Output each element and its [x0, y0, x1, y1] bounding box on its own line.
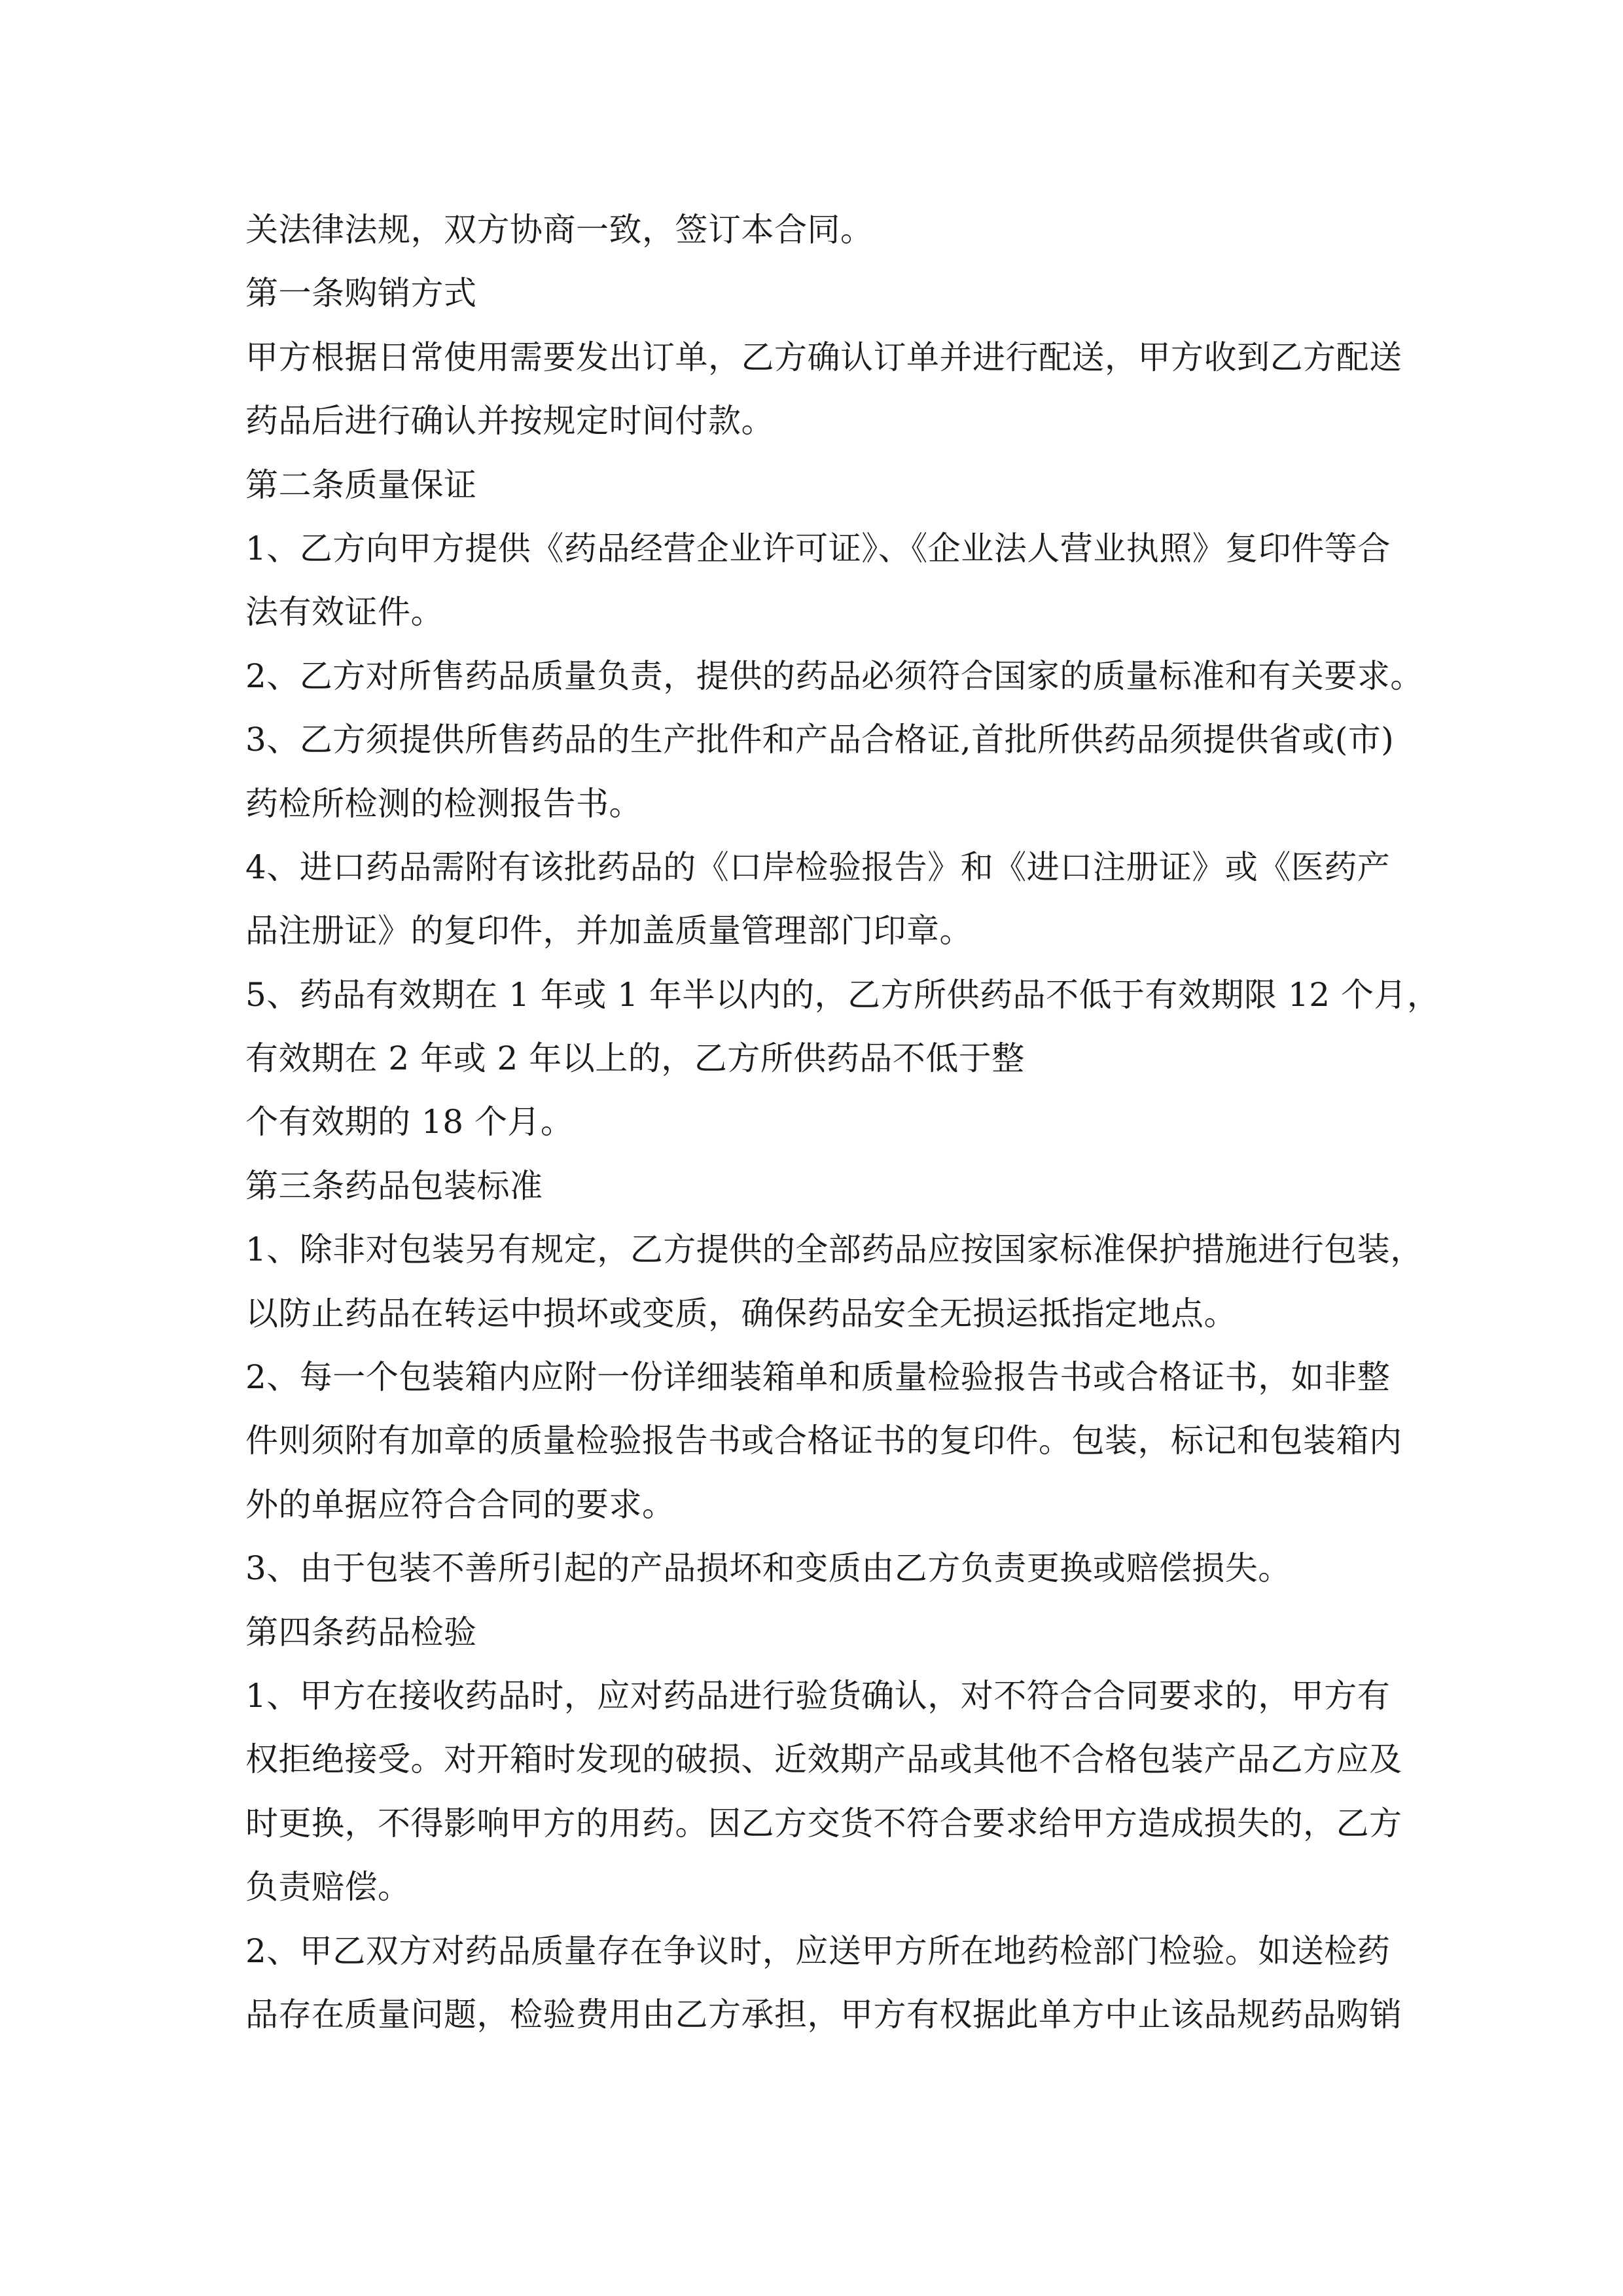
text-line: 时更换，不得影响甲方的用药。因乙方交货不符合要求给甲方造成损失的，乙方 [245, 1804, 1402, 1842]
text-line: 2、每一个包装箱内应附一份详细装箱单和质量检验报告书或合格证书，如非整 [245, 1358, 1391, 1397]
text-line: 1、除非对包装另有规定，乙方提供的全部药品应按国家标准保护措施进行包装， [245, 1230, 1423, 1269]
section-heading: 第三条药品包装标准 [245, 1166, 543, 1205]
text-line: 1、甲方在接收药品时，应对药品进行验货确认，对不符合合同要求的，甲方有 [245, 1676, 1391, 1715]
text-line: 有效期在 2 年或 2 年以上的，乙方所供药品不低于整 [245, 1039, 1025, 1078]
text-line: 负责赔偿。 [245, 1868, 411, 1907]
text-line: 品存在质量问题，检验费用由乙方承担，甲方有权据此单方中止该品规药品购销 [245, 1995, 1402, 2034]
text-line: 2、乙方对所售药品质量负责，提供的药品必须符合国家的质量标准和有关要求。 [245, 656, 1423, 695]
text-line: 法有效证件。 [245, 593, 444, 632]
text-line: 个有效期的 18 个月。 [245, 1103, 574, 1141]
text-line: 1、乙方向甲方提供《药品经营企业许可证》、《企业法人营业执照》复印件等合 [245, 529, 1391, 567]
text-line: 药品后进行确认并按规定时间付款。 [245, 402, 774, 440]
contract-text [245, 198, 1440, 2047]
section-heading: 第二条质量保证 [245, 465, 477, 504]
text-line: 3、由于包装不善所引起的产品损坏和变质由乙方负责更换或赔偿损失。 [245, 1549, 1291, 1588]
text-line: 3、乙方须提供所售药品的生产批件和产品合格证,首批所供药品须提供省或(市) [245, 721, 1395, 759]
text-line: 甲方根据日常使用需要发出订单，乙方确认订单并进行配送，甲方收到乙方配送 [245, 338, 1402, 376]
text-line: 权拒绝接受。对开箱时发现的破损、近效期产品或其他不合格包装产品乙方应及 [245, 1740, 1402, 1779]
section-heading: 第一条购销方式 [245, 274, 477, 313]
section-heading: 第四条药品检验 [245, 1613, 477, 1651]
text-line: 品注册证》的复印件，并加盖质量管理部门印章。 [245, 912, 972, 950]
text-line: 外的单据应符合合同的要求。 [245, 1485, 675, 1524]
text-line: 2、甲乙双方对药品质量存在争议时，应送甲方所在地药检部门检验。如送检药 [245, 1931, 1391, 1970]
text-line: 以防止药品在转运中损坏或变质，确保药品安全无损运抵指定地点。 [245, 1294, 1237, 1333]
text-line: 5、药品有效期在 1 年或 1 年半以内的，乙方所供药品不低于有效期限 12 个月， [245, 975, 1440, 1014]
text-line: 关法律法规，双方协商一致，签订本合同。 [245, 211, 874, 249]
text-line: 药检所检测的检测报告书。 [245, 784, 642, 823]
text-line: 件则须附有加章的质量检验报告书或合格证书的复印件。包装，标记和包装箱内 [245, 1422, 1402, 1460]
text-line: 4、进口药品需附有该批药品的《口岸检验报告》和《进口注册证》或《医药产 [245, 848, 1391, 886]
